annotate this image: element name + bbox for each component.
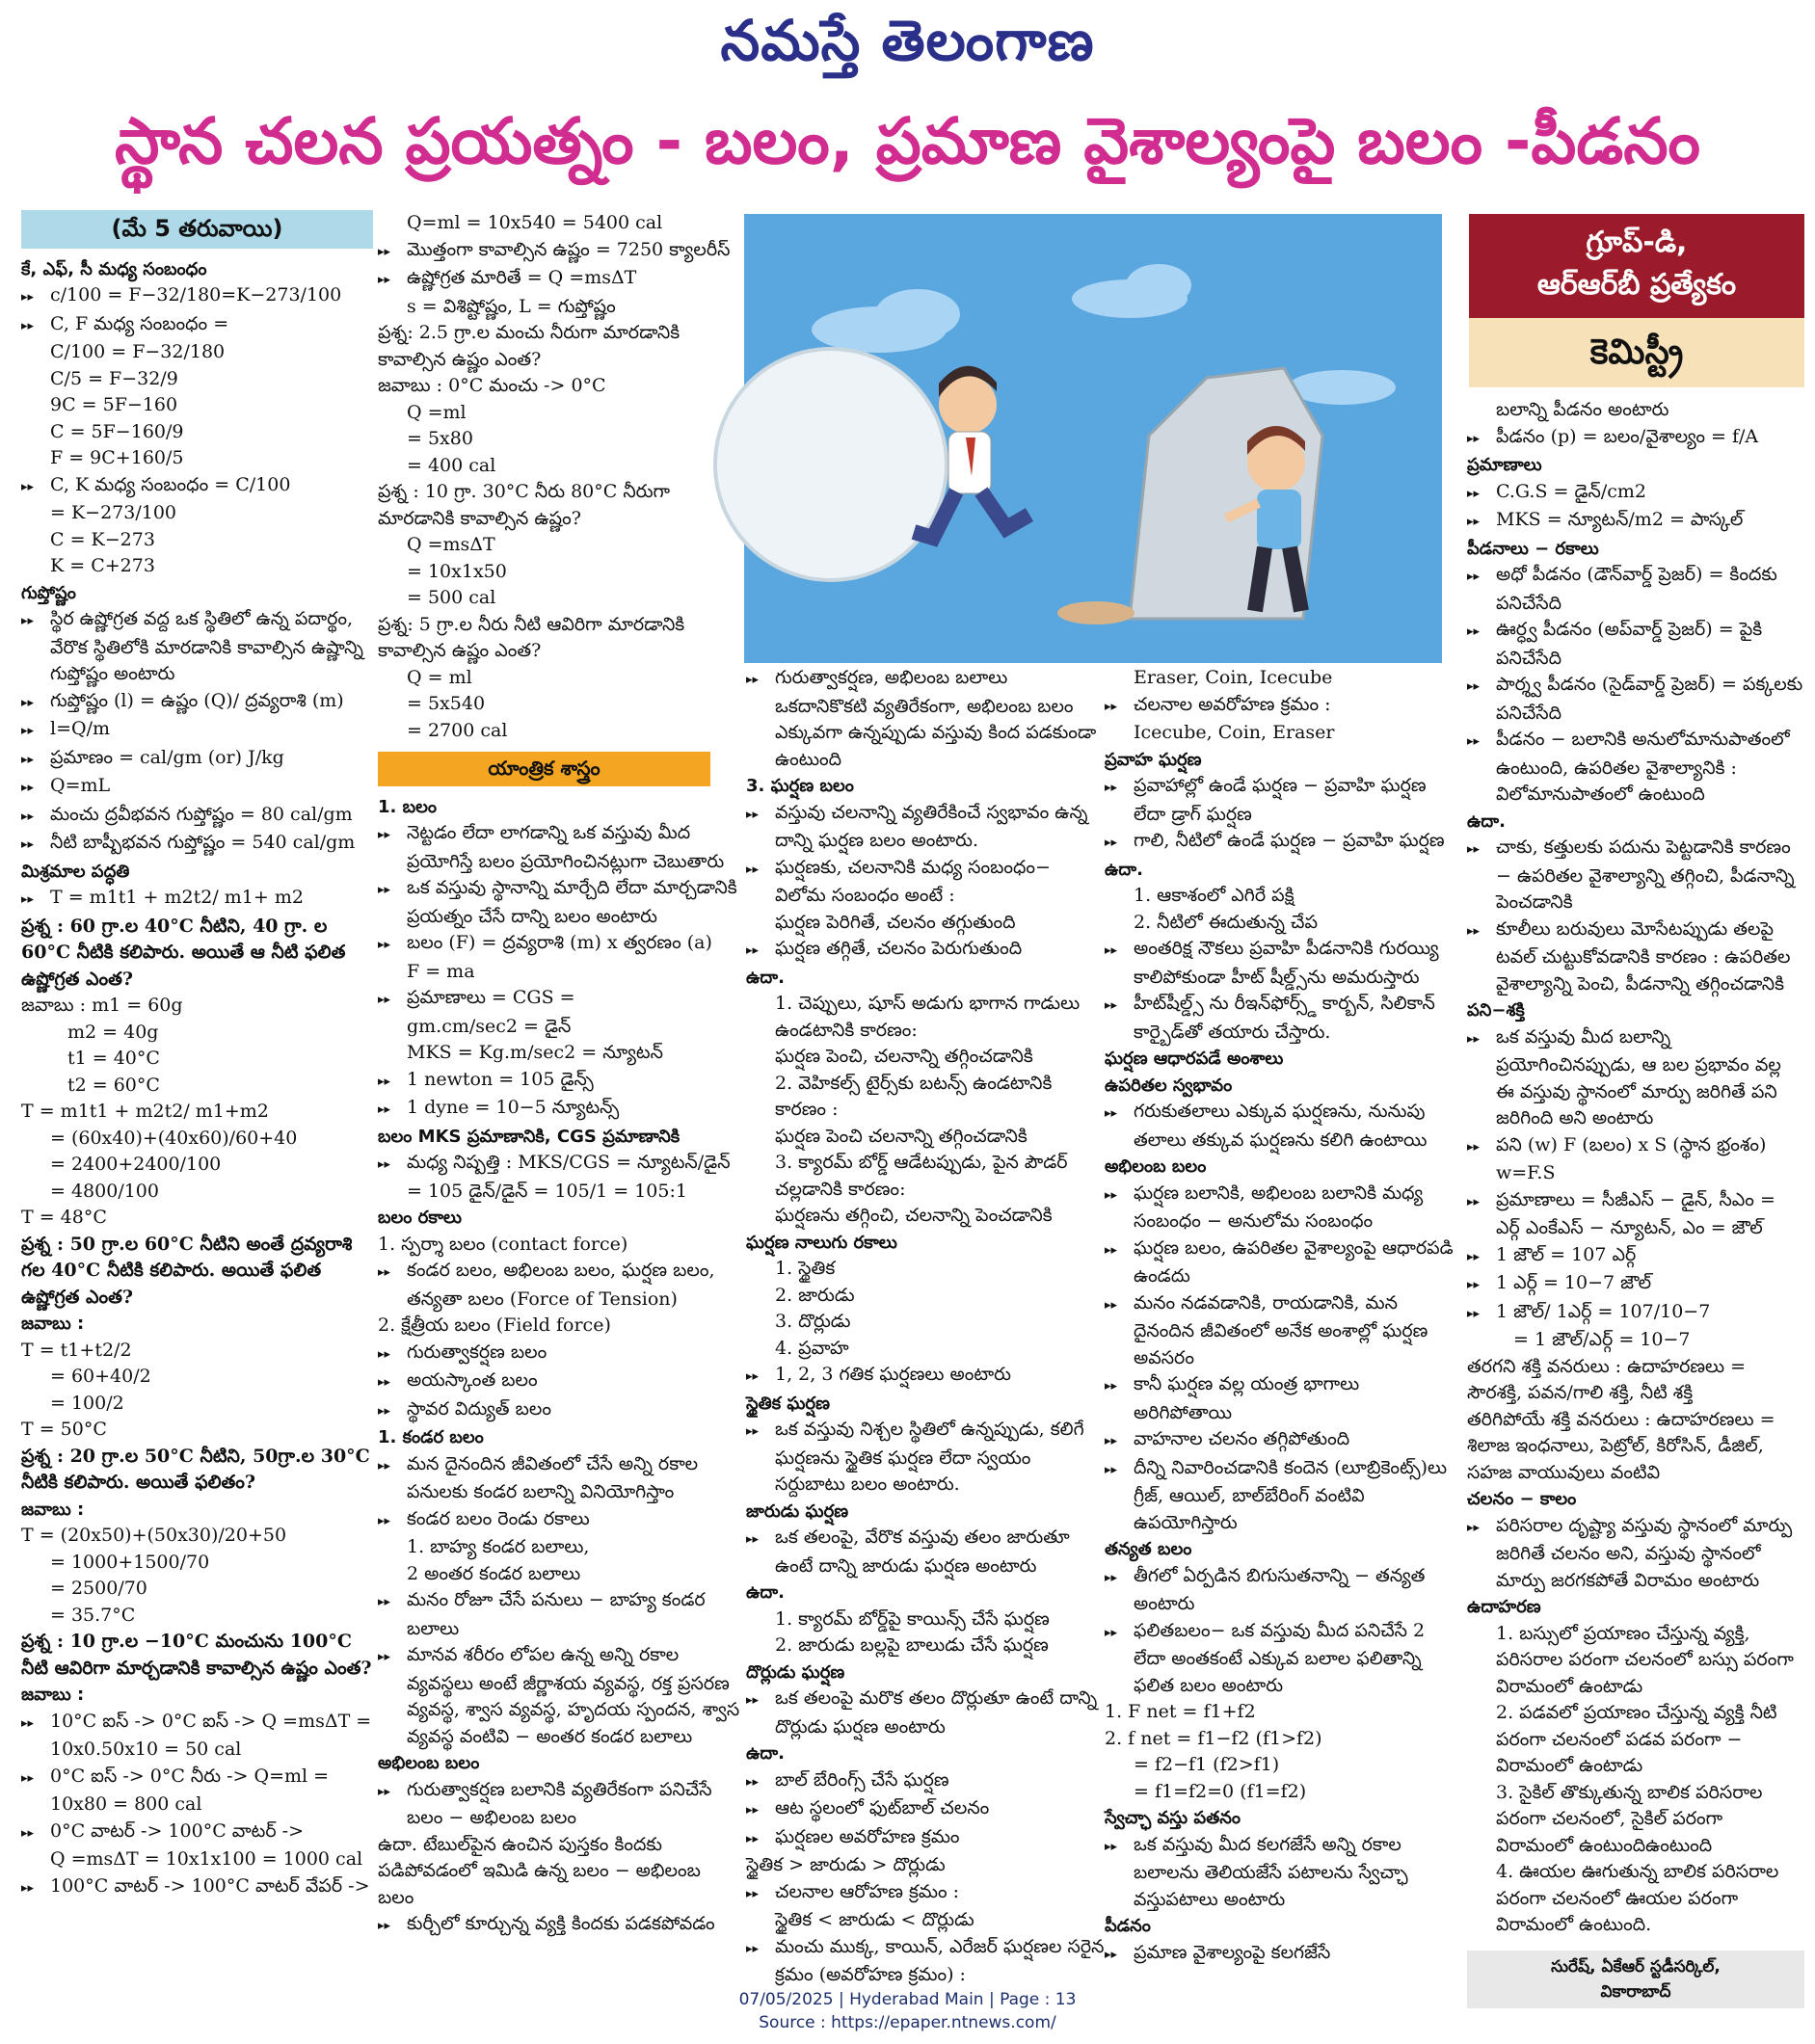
column-2-text-bottom xyxy=(378,794,742,1940)
text-line: ఘర్షణ పెరిగితే, చలనం తగ్గుతుంది xyxy=(775,911,1016,933)
text-line: F = 9C+160/5 xyxy=(50,447,184,468)
section-heading: జవాబు : xyxy=(21,1314,85,1334)
section-heading: 3. ఘర్షణ బలం xyxy=(746,776,854,796)
text-line: = f1=f2=0 (f1=f2) xyxy=(1134,1780,1307,1802)
text-line: 1. F net = f1+f2 xyxy=(1105,1701,1256,1722)
section-heading: ఉదా. xyxy=(1105,859,1143,880)
text-line: ▸▸ దీన్ని నివారించడానికి కందెన (లూబ్రికెంట్స్‌)లు గ్రీజ్‌, ఆయిల్‌, బాల్‌బేరింగ్‌ వంటివి ఉపయోగిస్తారు xyxy=(1105,1455,1461,1537)
text-line: ▸▸ గురుత్వాకర్షణ బలానికి వ్యతిరేకంగా పనిచేసే బలం − అభిలంబ బలం xyxy=(378,1777,742,1832)
column-5-text xyxy=(1467,397,1804,1939)
section-heading: కే, ఎఫ్‌, సీ మధ్య సంబంధం xyxy=(21,258,207,279)
question-text: ప్రశ్న : 60 గ్రా.ల 40°C నీటిని, 40 గ్రా. ల 60°C నీటికి కలిపారు. అయితే ఆ నీటి ఫలిత ఉష్ణోగ్రత ఎంత? xyxy=(21,915,346,990)
text-line: ▸▸ MKS = న్యూటన్‌/m2 = పాస్కల్‌ xyxy=(1467,507,1804,536)
text-line: ▸▸ ఘర్షణ తగ్గితే, చలనం పెరుగుతుంది xyxy=(746,936,1105,965)
banner-line-2: ఆర్‌ఆర్‌బీ ప్రత్యేకం xyxy=(1536,268,1737,302)
text-line: Q =msΔT xyxy=(407,534,495,555)
text-line: ▸▸ మొత్తంగా కావాల్సిన ఉష్ణం = 7250 క్యాలరీస్‌ xyxy=(378,237,742,266)
text-line: ▸▸ 1, 2, 3 గతిక ఘర్షణలు అంటారు xyxy=(746,1362,1105,1391)
text-line: ▸▸ l=Q/m xyxy=(21,716,373,745)
text-line: ఘర్షణను తగ్గించి, చలనాన్ని పెంచడానికి xyxy=(775,1205,1053,1226)
text-line: = 5x80 xyxy=(407,428,473,449)
text-line: 2. వెహికల్స్‌ టైర్స్‌కు బటన్స్‌ ఉండటానికి కారణం : xyxy=(775,1072,1053,1120)
text-line: ప్రశ్న: 5 గ్రా.ల నీరు నీటి ఆవిరిగా మారడానికి కావాల్సిన ఉష్ణం ఎంత? xyxy=(378,613,685,661)
text-line: ▸▸ గురుత్వాకర్షణ, అభిలంబ బలాలు ఒకదానికొకటి వ్యతిరేకంగా, అభిలంబ బలం ఎక్కువగా ఉన్నప్పుడు వస్తువు కింద పడకుండా ఉంటుంది xyxy=(746,665,1105,773)
text-line: ప్రశ్న : 10 గ్రా. 30°C నీరు 80°C నీరుగా మారడానికి కావాల్సిన ఉష్ణం? xyxy=(378,481,671,529)
text-line: gm.cm/sec2 = డైన్‌ xyxy=(407,1015,572,1037)
text-line: ▸▸ ప్రవాహాల్లో ఉండే ఘర్షణ − ప్రవాహి ఘర్షణ లేదా డ్రాగ్‌ ఘర్షణ xyxy=(1105,773,1461,828)
column-4 xyxy=(1105,665,1461,1976)
masthead-logo: నమస్తే తెలంగాణ xyxy=(720,8,1095,73)
text-line: 1. స్పర్శా బలం (contact force) xyxy=(378,1233,628,1255)
text-line: ▸▸ చలనాల ఆరోహణ క్రమం : xyxy=(746,1879,1105,1908)
text-line: ▸▸ మంచు ముక్క, కాయిన్‌, ఎరేజర్‌ ఘర్షణల సరైన క్రమం (అవరోహణ క్రమం) : xyxy=(746,1934,1105,1989)
text-line: ▸▸ ఆట స్థలంలో ఫుట్‌బాల్‌ చలనం xyxy=(746,1795,1105,1824)
text-line: ▸▸ మన దైనందిన జీవితంలో చేసే అన్ని రకాల పనులకు కండర బలాన్ని వినియోగిస్తాం xyxy=(378,1451,742,1506)
section-heading: ఘర్షణ ఆధారపడే అంశాలు xyxy=(1105,1049,1284,1069)
text-line: 2. పడవలో ప్రయాణం చేస్తున్న వ్యక్తి నీటి పరంగా చలనంలో పడవ పరంగా − విరామంలో ఉంటాడు xyxy=(1496,1702,1777,1776)
illustration-pushing-rock xyxy=(744,214,1442,663)
subject-chemistry: కెమిస్ట్రీ xyxy=(1469,318,1804,387)
text-line: C/5 = F−32/9 xyxy=(50,367,178,389)
text-line: ▸▸ ఒక వస్తువు నిశ్చల స్థితిలో ఉన్నప్పుడు, కలిగే ఘర్షణను స్థైతిక ఘర్షణ లేదా స్వయం సర్దుబాటు బలం అంటారు. xyxy=(746,1417,1105,1499)
text-line: జవాబు : 0°C మంచు -> 0°C xyxy=(378,375,606,396)
column-5 xyxy=(1467,397,1804,2002)
text-line: 2. జారుడు xyxy=(775,1284,855,1306)
text-line: 3. క్యారమ్‌ బోర్డ్‌ ఆడేటప్పుడు, పైన పౌడర్‌ చల్లడానికి కారణం: xyxy=(775,1152,1068,1200)
section-heading: జవాబు : xyxy=(21,1685,85,1705)
text-line: ప్రశ్న: 2.5 గ్రా.ల మంచు నీరుగా మారడానికి కావాల్సిన ఉష్ణం ఎంత? xyxy=(378,322,681,370)
text-line: ▸▸ వస్తువు చలనాన్ని వ్యతిరేకించే స్వభావం ఉన్న దాన్ని ఘర్షణ బలం అంటారు. xyxy=(746,800,1105,855)
text-line: = 105 డైన్‌/డైన్‌ = 105/1 = 105:1 xyxy=(407,1180,687,1202)
text-line: ▸▸ కూలీలు బరువులు మోసేటప్పుడు తలపై టవల్‌ చుట్టుకోవడానికి కారణం : ఉపరితల వైశాల్యాన్ని పెంచి, పీడనాన్ని తగ్గించడానికి xyxy=(1467,916,1804,998)
text-line: = 100/2 xyxy=(50,1392,124,1414)
text-line: T = (20x50)+(50x30)/20+50 xyxy=(21,1525,287,1546)
text-line: = 2500/70 xyxy=(50,1578,147,1599)
text-line: 2. జారుడు బల్లపై బాలుడు చేసే ఘర్షణ xyxy=(775,1634,1049,1656)
text-line: = 500 cal xyxy=(407,587,496,608)
text-line: ▸▸ 10°C ఐస్‌ -> 0°C ఐస్‌ -> Q =msΔT = xyxy=(21,1709,373,1738)
text-line: ▸▸ గురుత్వాకర్షణ బలం xyxy=(378,1340,742,1368)
text-line: ▸▸ గరుకుతలాలు ఎక్కువ ఘర్షణను, నునుపు తలాలు తక్కువ ఘర్షణను కలిగి ఉంటాయి xyxy=(1105,1099,1461,1154)
section-heading: ఉదా. xyxy=(746,1743,785,1764)
text-line: ▸▸ చాకు, కత్తులకు పదును పెట్టడానికి కారణం − ఉపరితల వైశాల్యాన్ని తగ్గించి, పీడనాన్ని పెంచడానికి xyxy=(1467,835,1804,916)
text-line: ▸▸ బాల్‌ బేరింగ్స్‌ చేసే ఘర్షణ xyxy=(746,1767,1105,1796)
text-line: ▸▸ 1 dyne = 10−5 న్యూటన్స్‌ xyxy=(378,1095,742,1124)
column-2-text-top xyxy=(378,210,742,744)
text-line: ▸▸ 100°C వాటర్‌ -> 100°C వాటర్‌ వేపర్‌ -> xyxy=(21,1873,373,1902)
text-line: 1. బస్సులో ప్రయాణం చేస్తున్న వ్యక్తి, పరిసరాల పరంగా చలనంలో బస్సు పరంగా విరామంలో ఉంటాడు xyxy=(1496,1622,1794,1697)
text-line: ▸▸ ఉష్ణోగ్రత మారితే = Q =msΔT xyxy=(378,265,742,294)
footer-source: Source : https://epaper.ntnews.com/ xyxy=(759,2013,1056,2032)
continued-box: (మే 5 తరువాయి) xyxy=(21,210,373,249)
section-heading: బలం రకాలు xyxy=(378,1208,462,1228)
text-line: ▸▸ అయస్కాంత బలం xyxy=(378,1367,742,1396)
text-line: Eraser, Coin, Icecube xyxy=(1134,667,1333,688)
column-2 xyxy=(378,210,742,1974)
page-headline: స్థాన చలన ప్రయత్నం - బలం, ప్రమాణ వైశాల్యంపై బలం -పీడనం xyxy=(115,104,1700,178)
column-4-text xyxy=(1105,665,1461,1968)
text-line: 1. స్థైతిక xyxy=(775,1258,836,1279)
text-line: ▸▸ ప్రమాణాలు = సీజీఎస్‌ − డైన్‌, సీఎం = ఎర్గ్‌ ఎంకేఎస్‌ − న్యూటన్‌, ఎం = జౌల్‌ xyxy=(1467,1187,1804,1242)
big-ball xyxy=(715,349,947,580)
text-line: బలాన్ని పీడనం అంటారు xyxy=(1496,399,1669,420)
text-line: ఉదా. టేబుల్‌పైన ఉంచిన పుస్తకం కిందకు పడిపోవడంలో ఇమిడి ఉన్న బలం − అభిలంబ బలం xyxy=(378,1833,701,1908)
text-line: ▸▸ గుప్తోష్ణం (l) = ఉష్ణం (Q)/ ద్రవ్యరాశి (m) xyxy=(21,688,373,717)
section-heading: బలం MKS ప్రమాణానికి, CGS ప్రమాణానికి xyxy=(378,1126,681,1147)
text-line: K = C+273 xyxy=(50,555,155,576)
text-line: ▸▸ C.G.S = డైన్‌/cm2 xyxy=(1467,479,1804,508)
text-line: 3. సైకిల్‌ తొక్కుతున్న బాలిక పరిసరాల పరంగా చలనంలో, సైకిల్‌ పరంగా విరామంలో ఉంటుందిఉంటుంది xyxy=(1496,1781,1763,1856)
text-line: ▸▸ పీడనం (p) = బలం/వైశాల్యం = f/A xyxy=(1467,424,1804,453)
text-line: 9C = 5F−160 xyxy=(50,394,178,415)
section-heading: తన్యత బలం xyxy=(1105,1539,1192,1559)
column-1-text xyxy=(21,256,373,1902)
text-line: జవాబు : m1 = 60g xyxy=(21,995,183,1016)
column-3-text xyxy=(746,665,1105,1989)
text-line: ▸▸ కండర బలం రెండు రకాలు xyxy=(378,1506,742,1535)
text-line: ▸▸ 1 ఎర్గ్‌ = 10−7 జౌల్‌ xyxy=(1467,1270,1804,1299)
text-line: = K−273/100 xyxy=(50,502,177,523)
text-line: 1. చెప్పులు, షూస్‌ అడుగు భాగాన గాడులు ఉండటానికి కారణం: xyxy=(775,993,1081,1041)
text-line: ▸▸ ఒక వస్తువు మీద కలగజేసే అన్ని రకాల బలాలను తెలియజేసే పటాలను స్వేచ్ఛా వస్తుపటాలు అంటారు xyxy=(1105,1832,1461,1914)
dust xyxy=(1057,601,1134,624)
section-heading: గుప్తోష్ణం xyxy=(21,582,76,603)
text-line: T = m1t1 + m2t2/ m1+m2 xyxy=(21,1101,269,1122)
text-line: ▸▸ ఊర్ధ్వ పీడనం (అప్‌వార్డ్‌ ప్రెజర్‌) = పైకి పనిచేసేది xyxy=(1467,617,1804,672)
text-line: ▸▸ పార్శ్వ పీడనం (సైడ్‌వార్డ్‌ ప్రెజర్‌) = పక్కలకు పనిచేసేది xyxy=(1467,672,1804,727)
section-heading: ఉదా. xyxy=(746,1582,785,1603)
text-line: ▸▸ ప్రమాణాలు = CGS = xyxy=(378,985,742,1014)
text-line: 10x0.50x10 = 50 cal xyxy=(50,1739,242,1760)
text-line: Q = ml xyxy=(407,666,472,688)
section-heading: ప్రమాణాలు xyxy=(1467,455,1542,475)
section-heading: 1. బలం xyxy=(378,796,438,817)
text-line: ▸▸ బలం (F) = ద్రవ్యరాశి (m) x త్వరణం (a) xyxy=(378,930,742,959)
text-line: ▸▸ వాహనాల చలనం తగ్గిపోతుంది xyxy=(1105,1426,1461,1455)
text-line: ఘర్షణ పెంచి చలనాన్ని తగ్గించడానికి xyxy=(775,1125,1028,1147)
text-line: 1. ఆకాశంలో ఎగిరే పక్షి xyxy=(1134,885,1295,906)
text-line: C/100 = F−32/180 xyxy=(50,341,226,362)
section-heading: చలనం − కాలం xyxy=(1467,1489,1577,1509)
section-heading: ప్రవాహ ఘర్షణ xyxy=(1105,749,1202,770)
text-line: ▸▸ T = m1t1 + m2t2/ m1+ m2 xyxy=(21,885,373,914)
group-d-rrb-banner xyxy=(1469,214,1804,387)
section-heading: మిశ్రమాల పద్ధతి xyxy=(21,861,130,882)
text-line: ▸▸ ఒక తలంపై మరొక తలం దొర్లుతూ ఉంటే దాన్ని దొర్లుడు ఘర్షణ అంటారు xyxy=(746,1686,1105,1740)
column-3 xyxy=(746,665,1105,1985)
text-line: ▸▸ 1 జౌల్‌ = 107 ఎర్గ్‌ xyxy=(1467,1242,1804,1271)
text-line: ▸▸ పరిసరాల దృష్ట్యా వస్తువు స్థానంలో మార్పు జరిగితే చలనం అని, వస్తువు స్థానంలో మార్పు జరగకపోతే విరామం అంటారు xyxy=(1467,1513,1804,1595)
text-line: 2 అంతర కండర బలాలు xyxy=(407,1562,581,1584)
text-line: = 1 జౌల్‌/ఎర్గ్‌ = 10−7 xyxy=(1513,1329,1691,1350)
question-text: ప్రశ్న : 20 గ్రా.ల 50°C నీటిని, 50గ్రా.ల 30°C నీటికి కలిపారు. అయితే ఫలితం? xyxy=(21,1445,370,1493)
text-line: తరగని శక్తి వనరులు : ఉదాహరణలు = సౌరశక్తి, పవన/గాలి శక్తి, నీటి శక్తి xyxy=(1467,1355,1747,1403)
text-line: ▸▸ 1 newton = 105 డైన్స్‌ xyxy=(378,1067,742,1096)
text-line: ▸▸ తీగలో ఏర్పడిన బిగుసుతనాన్ని − తన్యత అంటారు xyxy=(1105,1563,1461,1618)
text-line: 1. క్యారమ్‌ బోర్డ్‌పై కాయిన్స్‌ చేసే ఘర్షణ xyxy=(775,1607,1050,1630)
text-line: ▸▸ అంతరిక్ష నౌకలు ప్రవాహి పీడనానికి గురయ్యి కాలిపోకుండా హీట్‌ షీల్డ్స్‌ను అమరుస్తారు xyxy=(1105,936,1461,991)
text-line: ▸▸ నీటి బాష్పీభవన గుప్తోష్ణం = 540 cal/gm xyxy=(21,830,373,859)
text-line: ▸▸ మంచు ద్రవీభవన గుప్తోష్ణం = 80 cal/gm xyxy=(21,802,373,831)
text-line: 4. ప్రవాహ xyxy=(775,1337,849,1359)
section-heading: ఉదా. xyxy=(1467,810,1506,832)
banner-line-1: గ్రూప్‌-డి, xyxy=(1586,226,1688,259)
text-line: C = 5F−160/9 xyxy=(50,420,184,442)
text-line: 10x80 = 800 cal xyxy=(50,1793,202,1815)
text-line: ▸▸ ఘర్షణల అవరోహణ క్రమం xyxy=(746,1824,1105,1853)
text-line: ▸▸ C, K మధ్య సంబంధం = C/100 xyxy=(21,472,373,501)
text-line: = f2−f1 (f2>f1) xyxy=(1134,1754,1280,1775)
text-line: F = ma xyxy=(407,960,475,982)
text-line: t1 = 40°C xyxy=(67,1048,160,1069)
text-line: Q =msΔT = 10x1x100 = 1000 cal xyxy=(50,1848,363,1870)
text-line: Q =ml xyxy=(407,401,467,423)
text-line: ▸▸ ప్రమాణ వైశాల్యంపై కలగజేసే xyxy=(1105,1940,1461,1969)
text-line: 1. బాహ్య కండర బలాలు, xyxy=(407,1536,590,1557)
text-line: ▸▸ మనం నడవడానికి, రాయడానికి, మన దైనందిన జీవితంలో అనేక అంశాల్లో ఘర్షణ అవసరం xyxy=(1105,1290,1461,1372)
text-line: = 4800/100 xyxy=(50,1180,159,1202)
text-line: ▸▸ ఒక వస్తువు స్థానాన్ని మార్చేది లేదా మార్చడానికి ప్రయత్నం చేసే దాన్ని బలం అంటారు xyxy=(378,875,742,930)
section-heading: దొర్లుడు ఘర్షణ xyxy=(746,1661,845,1683)
text-line: = 1000+1500/70 xyxy=(50,1551,210,1573)
text-line: = 2400+2400/100 xyxy=(50,1154,222,1175)
section-heading: ఉపరితల స్వభావం xyxy=(1105,1075,1233,1096)
section-heading: ఉదాహరణ xyxy=(1467,1597,1541,1617)
section-heading: పీడనాలు − రకాలు xyxy=(1467,538,1599,559)
text-line: = 35.7°C xyxy=(50,1604,136,1626)
text-line: ▸▸ 0°C ఐస్‌ -> 0°C నీరు -> Q=ml = xyxy=(21,1764,373,1792)
text-line: ▸▸ మనం రోజూ చేసే పనులు − బాహ్య కండర బలాలు xyxy=(378,1587,742,1642)
footer-date: 07/05/2025 | Hyderabad Main | Page : 13 xyxy=(738,1990,1077,2009)
text-line: ▸▸ ఘర్షణ బలానికి, అభిలంబ బలానికి మధ్య సంబంధం − అనులోమ సంబంధం xyxy=(1105,1181,1461,1235)
question-text: ప్రశ్న : 10 గ్రా.ల −10°C మంచును 100°C నీటి ఆవిరిగా మార్చడానికి కావాల్సిన ఉష్ణం ఎంత? xyxy=(21,1631,372,1679)
section-heading: జవాబు : xyxy=(21,1499,85,1520)
text-line: = 400 cal xyxy=(407,454,496,476)
text-line: = 10x1x50 xyxy=(407,560,507,582)
text-line: ▸▸ C, F మధ్య సంబంధం = xyxy=(21,311,373,340)
text-line: ▸▸ హీట్‌షీల్డ్స్‌ ను రీఇన్‌ఫోర్స్డ్‌ కార్బన్‌, సిలికాన్‌ కార్బైడ్‌తో తయారు చేస్తారు. xyxy=(1105,991,1461,1046)
text-line: ▸▸ స్థావర విద్యుత్‌ బలం xyxy=(378,1396,742,1425)
section-heading: పని−శక్తి xyxy=(1467,1000,1525,1021)
text-line: ▸▸ ఒక వస్తువు మీద బలాన్ని ప్రయోగించినప్పుడు, ఆ బల ప్రభావం వల్ల ఈ వస్తువు స్థానంలో మార్పు జరిగితే పని జరిగింది అని అంటారు xyxy=(1467,1024,1804,1132)
text-line: ▸▸ పీడనం − బలానికి అనులోమానుపాతంలో ఉంటుంది, ఉపరితల వైశాల్యానికి : విలోమానుపాతంలో ఉంటుంది xyxy=(1467,727,1804,809)
text-line: ▸▸ Q=mL xyxy=(21,773,373,802)
text-line: Icecube, Coin, Eraser xyxy=(1134,722,1335,743)
section-heading: జారుడు ఘర్షణ xyxy=(746,1500,849,1522)
text-line: m2 = 40g xyxy=(67,1021,159,1043)
text-line: = 2700 cal xyxy=(407,719,508,741)
section-heading: స్థైతిక ఘర్షణ xyxy=(746,1393,830,1414)
text-line: ▸▸ ఘర్షణ బలం, ఉపరితల వైశాల్యంపై ఆధారపడి ఉండదు xyxy=(1105,1235,1461,1290)
credit-line-1: సురేష్‌, ఏకేఆర్‌ స్టడీసర్కిల్‌, xyxy=(1551,1956,1721,1977)
section-heading: స్వేచ్ఛా వస్తు పతనం xyxy=(1105,1808,1241,1828)
text-line: స్థైతిక < జారుడు < దొర్లుడు xyxy=(775,1909,974,1930)
text-line: 4. ఊయల ఊగుతున్న బాలిక పరిసరాల పరంగా చలనంలో ఊయల పరంగా విరామంలో ఉంటుంది. xyxy=(1496,1861,1779,1935)
text-line: Q=ml = 10x540 = 5400 cal xyxy=(407,212,663,233)
section-heading: అభిలంబ బలం xyxy=(378,1753,480,1773)
text-line: T = 50°C xyxy=(21,1419,107,1440)
text-line: ▸▸ స్థిర ఉష్ణోగ్రత వద్ద ఒక స్థితిలో ఉన్న పదార్థం, వేరొక స్థితిలోకి మారడానికి కావాల్సిన ఉష్ణాన్ని గుప్తోష్ణం అంటారు xyxy=(21,606,373,688)
section-box-mechanics: యాంత్రిక శాస్త్రం xyxy=(378,752,710,786)
text-line: 2. క్షేత్రీయ బలం (Field force) xyxy=(378,1314,611,1336)
text-line: ▸▸ ప్రమాణం = cal/gm (or) J/kg xyxy=(21,745,373,774)
text-line: 2. నీటిలో ఈదుతున్న చేప xyxy=(1134,911,1318,933)
text-line: = (60x40)+(40x60)/60+40 xyxy=(50,1127,298,1149)
page-footer xyxy=(0,1988,1815,2034)
text-line: ▸▸ అధో పీడనం (డౌన్‌వార్డ్‌ ప్రెజర్‌) = కిందకు పనిచేసేది xyxy=(1467,562,1804,617)
text-line: ▸▸ కుర్చీలో కూర్చున్న వ్యక్తి కిందకు పడకపోవడం xyxy=(378,1911,742,1940)
text-line: ▸▸ చలనాల అవరోహణ క్రమం : xyxy=(1105,692,1461,721)
text-line: ఘర్షణ పెంచి, చలనాన్ని తగ్గించడానికి xyxy=(775,1046,1033,1067)
text-line: ▸▸ కండర బలం, అభిలంబ బలం, ఘర్షణ బలం, తన్యతా బలం (Force of Tension) xyxy=(378,1258,742,1313)
text-line: స్థైతిక > జారుడు > దొర్లుడు xyxy=(746,1854,946,1875)
section-heading: ఘర్షణ నాలుగు రకాలు xyxy=(746,1232,897,1253)
text-line: C = K−273 xyxy=(50,528,155,550)
text-line: తరిగిపోయే శక్తి వనరులు : ఉదాహరణలు = శిలాజ ఇంధనాలు, పెట్రోల్‌, కిరోసిన్‌, డీజిల్‌, సహజ వాయువులు వంటివి xyxy=(1467,1408,1775,1483)
text-line: ▸▸ 1 జౌల్‌/ 1ఎర్గ్‌ = 107/10−7 xyxy=(1467,1299,1804,1328)
text-line: ▸▸ పని (w) F (బలం) x S (స్థాన భ్రంశం) xyxy=(1467,1132,1804,1161)
section-heading: పీడనం xyxy=(1105,1916,1151,1936)
column-1 xyxy=(21,210,373,1974)
section-heading: 1. కండర బలం xyxy=(378,1427,484,1447)
text-line: 2. f net = f1−f2 (f1>f2) xyxy=(1105,1727,1322,1749)
text-line: ▸▸ ఘర్షణకు, చలనానికి మధ్య సంబంధం− విలోమ సంబంధం అంటే : xyxy=(746,855,1105,910)
text-line: w=F.S xyxy=(1496,1162,1556,1183)
text-line: ▸▸ c/100 = F−32/180=K−273/100 xyxy=(21,282,373,311)
text-line: s = విశిష్టోష్ణం, L = గుప్తోష్ణం xyxy=(407,295,616,317)
text-line: ▸▸ మధ్య నిష్పత్తి : MKS/CGS = న్యూటన్‌/డైన్‌ xyxy=(378,1150,742,1179)
text-line: ▸▸ 0°C వాటర్‌ -> 100°C వాటర్‌ -> xyxy=(21,1818,373,1847)
text-line: ▸▸ నెట్టడం లేదా లాగడాన్ని ఒక వస్తువు మీద ప్రయోగిస్తే బలం ప్రయోగించినట్లుగా చెబుతారు xyxy=(378,820,742,875)
text-line: ▸▸ ఫలితబలం− ఒక వస్తువు మీద పనిచేసే 2 లేదా అంతకంటే ఎక్కువ బలాల ఫలితాన్ని ఫలిత బలం అంటారు xyxy=(1105,1618,1461,1700)
text-line: ▸▸ గాలి, నీటిలో ఉండే ఘర్షణ − ప్రవాహి ఘర్షణ xyxy=(1105,828,1461,857)
text-line: ▸▸ ఒక తలంపై, వేరొక వస్తువు తలం జారుతూ ఉంటే దాన్ని జారుడు ఘర్షణ అంటారు xyxy=(746,1525,1105,1579)
banner-red-box xyxy=(1469,214,1804,318)
section-heading: ఉదా. xyxy=(746,967,785,988)
text-line: = 5x540 xyxy=(407,693,486,714)
question-text: ప్రశ్న : 50 గ్రా.ల 60°C నీటిని అంతే ద్రవ్యరాశి గల 40°C నీటికి కలిపారు. అయితే ఫలిత ఉష్ణోగ్రత ఎంత? xyxy=(21,1233,353,1308)
text-line: ▸▸ మానవ శరీరం లోపల ఉన్న అన్ని రకాల వ్యవస్థలు అంటే జీర్ణాశయ వ్యవస్థ, రక్త ప్రసరణ వ్యవస్థ, శ్వాస వ్యవస్థ, హృదయ స్పందన, శ్వాస వ్యవస్థ వంటివి − అంతర కండర బలాలు xyxy=(378,1642,742,1750)
text-line: ▸▸ కానీ ఘర్షణ వల్ల యంత్ర భాగాలు అరిగిపోతాయి xyxy=(1105,1371,1461,1426)
section-heading: అభిలంబ బలం xyxy=(1105,1156,1207,1177)
text-line: = 60+40/2 xyxy=(50,1366,151,1387)
credit-line-2: వికారాబాద్‌ xyxy=(1600,1981,1671,2002)
text-line: 3. దొర్లుడు xyxy=(775,1311,851,1332)
text-line: T = 48°C xyxy=(21,1207,107,1228)
text-line: T = t1+t2/2 xyxy=(21,1339,132,1361)
text-line: MKS = Kg.m/sec2 = న్యూటన్‌ xyxy=(407,1042,663,1063)
text-line: t2 = 60°C xyxy=(67,1074,160,1096)
